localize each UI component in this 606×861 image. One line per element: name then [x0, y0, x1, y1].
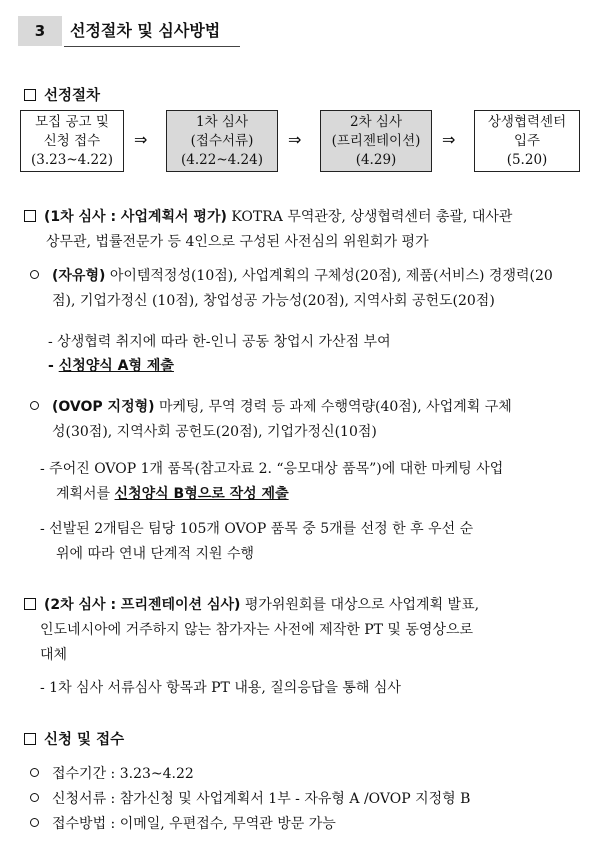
list-item: 접수기간 : 3.23~4.22 — [30, 762, 590, 787]
application-list — [30, 762, 590, 837]
step-box-1: 모집 공고 및 신청 접수 (3.23~4.22) — [20, 110, 124, 172]
ovop-type-text-2: 성(30점), 지역사회 공헌도(20점), 기업가정신(10점) — [52, 424, 377, 440]
free-bullet-1: - 상생협력 취지에 따라 한-인니 공동 창업시 가산점 부여 — [48, 334, 391, 350]
ovop-bullet-1: - 주어진 OVOP 1개 품목(참고자료 2. “응모대상 품목”)에 대한 마케팅 사업 계획서를 신청양식 B형으로 작성 제출 — [40, 461, 504, 502]
checkbox-square-icon — [24, 733, 36, 745]
ovop-type-block — [30, 395, 590, 445]
free-type-block — [30, 264, 590, 314]
first-review-block — [24, 205, 594, 255]
first-review-text: KOTRA 무역관장, 상생협력센터 총괄, 대사관 — [226, 209, 513, 225]
section-number: 3 — [18, 16, 62, 46]
circle-bullet-icon — [30, 768, 39, 777]
step-box-2: 1차 심사 (접수서류) (4.22~4.24) — [166, 110, 278, 172]
free-type-title: (자유형) — [52, 268, 106, 284]
list-item: 접수방법 : 이메일, 우편접수, 무역관 방문 가능 — [30, 812, 590, 837]
checkbox-square-icon — [24, 598, 36, 610]
checkbox-square-icon — [24, 210, 36, 222]
checkbox-square-icon — [24, 89, 36, 101]
arrow-right-icon: ⇒ — [134, 130, 148, 149]
second-review-text: 평가위원회를 대상으로 사업계획 발표, — [240, 597, 480, 613]
step-box-4: 상생협력센터 입주 (5.20) — [474, 110, 580, 172]
second-review-bullet: - 1차 심사 서류심사 항목과 PT 내용, 질의응답을 통해 심사 — [40, 680, 401, 696]
circle-bullet-icon — [30, 793, 39, 802]
arrow-right-icon: ⇒ — [442, 130, 456, 149]
second-review-text-2: 인도네시아에 거주하지 않는 참가자는 사전에 제작한 PT 및 동영상으로 — [40, 622, 474, 638]
ovop-bullet-2: - 선발된 2개팀은 팀당 105개 OVOP 품목 중 5개를 선정 한 후 우선 순 위에 따라 연내 단계적 지원 수행 — [40, 521, 474, 562]
second-review-text-3: 대체 — [40, 647, 68, 663]
circle-bullet-icon — [30, 270, 39, 279]
ovop-type-text: 마케팅, 무역 경력 등 과제 수행역량(40점), 사업계획 구체 — [154, 399, 512, 415]
free-type-text-2: 점), 기업가정신 (10점), 창업성공 가능성(20점), 지역사회 공헌도(20점) — [52, 293, 495, 309]
section-title: 선정절차 및 심사방법 — [70, 21, 221, 40]
arrow-right-icon: ⇒ — [288, 130, 302, 149]
second-review-title: (2차 심사 : 프리젠테이션 심사) — [44, 597, 241, 613]
free-type-text: 아이템적정성(10점), 사업계획의 구체성(20점), 제품(서비스) 경쟁력(20 — [105, 268, 553, 284]
application-heading: 신청 및 접수 — [24, 728, 124, 749]
circle-bullet-icon — [30, 818, 39, 827]
list-item: 신청서류 : 참가신청 및 사업계획서 1부 - 자유형 A /OVOP 지정형 B — [30, 787, 590, 812]
circle-bullet-icon — [30, 401, 39, 410]
free-bullet-2: - 신청양식 A형 제출 — [48, 358, 174, 374]
second-review-block — [24, 593, 594, 668]
ovop-type-title: (OVOP 지정형) — [52, 399, 155, 415]
step-box-3: 2차 심사 (프리젠테이션) (4.29) — [320, 110, 432, 172]
section-title-underline — [64, 46, 240, 47]
procedure-heading: 선정절차 — [24, 84, 100, 105]
first-review-text-2: 상무관, 법률전문가 등 4인으로 구성된 사전심의 위원회가 평가 — [46, 234, 429, 250]
first-review-title: (1차 심사 : 사업계획서 평가) — [44, 209, 227, 225]
